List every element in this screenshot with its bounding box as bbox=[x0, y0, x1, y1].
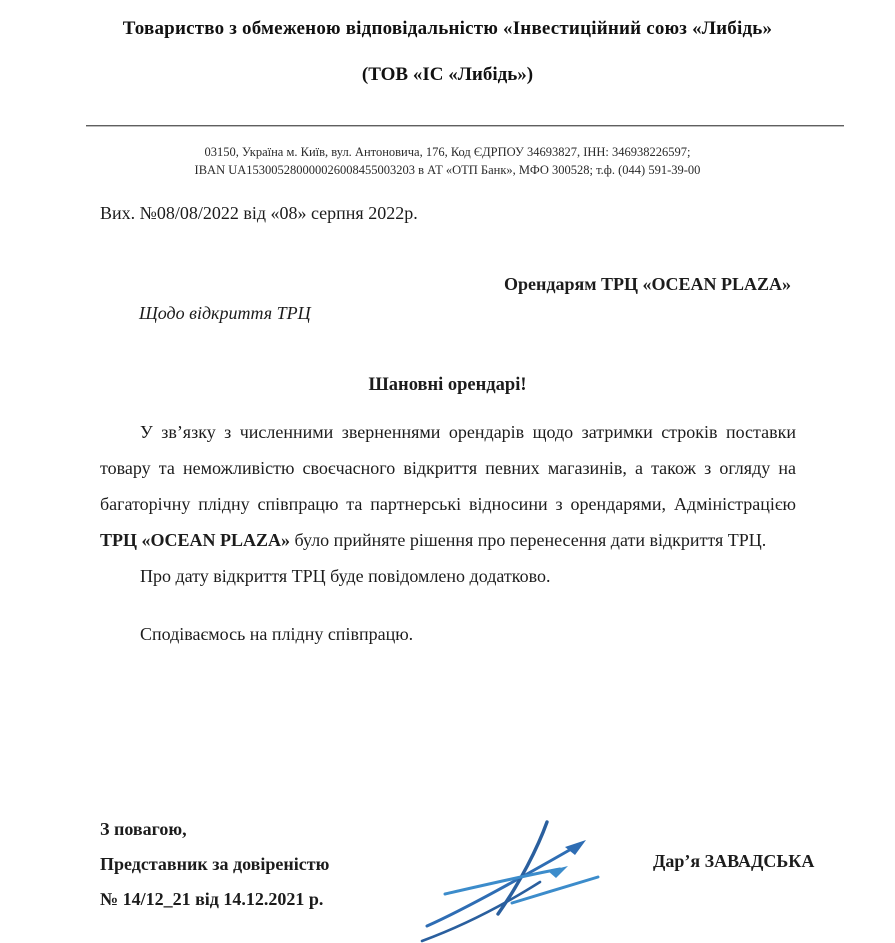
paragraph-2: Про дату відкриття ТРЦ буде повідомлено додатково. bbox=[140, 566, 551, 586]
handwritten-signature bbox=[420, 795, 655, 943]
letter-body bbox=[100, 414, 796, 652]
paragraph-1-text-end: було прийняте рішення про перенесення дати відкриття ТРЦ. bbox=[290, 530, 767, 550]
outgoing-reference: Вих. №08/08/2022 від «08» серпня 2022р. bbox=[100, 203, 418, 223]
subject-line: Щодо відкриття ТРЦ bbox=[139, 303, 311, 323]
paragraph-1-text: У зв’язку з численними зверненнями орендарів щодо затримки строків поставки товару та неможливістю своєчасного відкриття певних магазинів, а також з огляду на багаторічну плідну співпрацю та партнерські відносини з орендарями, Адміністрацією bbox=[100, 422, 796, 514]
company-bank-line: IBAN UA153005280000026008455003203 в АТ «ОТП Банк», МФО 300528; т.ф. (044) 591-39-00 bbox=[194, 163, 701, 177]
closing-proxy-reference: № 14/12_21 від 14.12.2021 р. bbox=[100, 889, 324, 909]
recipient-line: Орендарям ТРЦ «OCEAN PLAZA» bbox=[504, 274, 791, 294]
paragraph-1-bold-mall-name: ТРЦ «OCEAN PLAZA» bbox=[100, 530, 291, 550]
closing-regards: З повагою, bbox=[100, 819, 187, 839]
company-name-short: (ТОВ «ІС «Либідь») bbox=[361, 64, 534, 85]
company-details bbox=[0, 143, 895, 179]
signer-name: Дар’я ЗАВАДСЬКА bbox=[653, 851, 815, 871]
closing-block bbox=[100, 812, 329, 917]
signature-ink-strokes bbox=[420, 795, 655, 943]
company-name-full: Товариство з обмеженою відповідальністю «Інвестиційний союз «Либідь» bbox=[122, 18, 773, 39]
salutation-line: Шановні орендарі! bbox=[368, 375, 527, 395]
company-address-line: 03150, Україна м. Київ, вул. Антоновича, 176, Код ЄДРПОУ 34693827, ІНН: 346938226597; bbox=[204, 145, 691, 159]
header-divider-line bbox=[86, 125, 844, 127]
closing-role: Представник за довіреністю bbox=[100, 854, 330, 874]
paragraph-1 bbox=[100, 414, 796, 558]
paragraph-3: Сподіваємось на плідну співпрацю. bbox=[140, 624, 414, 644]
